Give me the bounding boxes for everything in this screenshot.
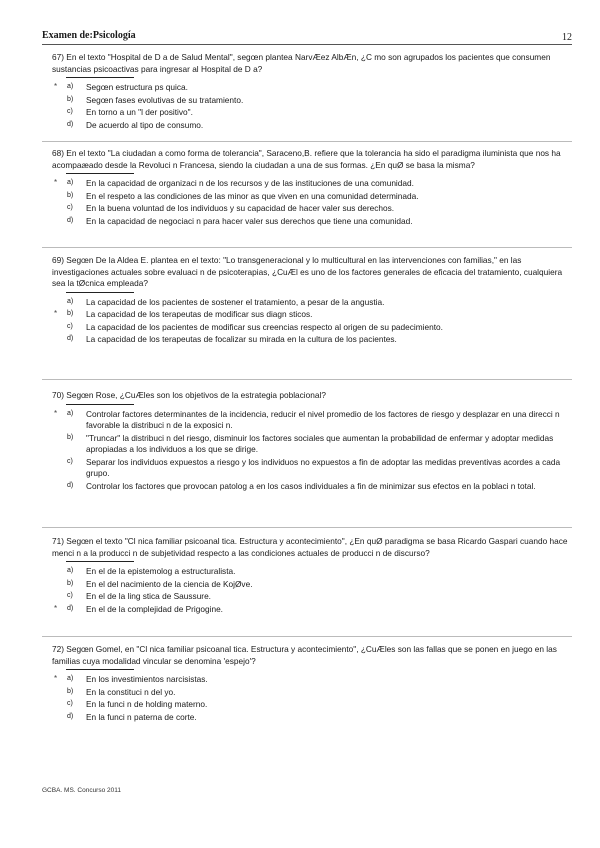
option-d	[52, 216, 574, 228]
option-text: Controlar factores determinantes de la incidencia, reducir el nivel promedio de los factores de riesgo y desplazar en una direcci n favorable la distribuci n de la exposici n.	[86, 408, 560, 430]
question-67	[52, 52, 574, 132]
question-68	[52, 148, 574, 228]
option-text: En los investimientos narcisistas.	[86, 674, 208, 684]
option-text: Segœn estructura ps quica.	[86, 82, 188, 92]
option-b	[52, 687, 574, 699]
option-a	[52, 297, 574, 309]
option-letter: c)	[67, 700, 73, 707]
question-text: 71) Segœn el texto "Cl nica familiar psicoanal tica. Estructura y acontecimiento", ¿En quØ paradigma se basa Ricardo Gaspari cuando hace menci n a la producci n de subjetividad respecto a las condiciones actuales de producci n de discurso?	[52, 536, 568, 558]
option-letter: c)	[67, 108, 73, 115]
question-separator	[42, 379, 572, 380]
question-underline	[66, 404, 134, 405]
option-text: La capacidad de los pacientes de modificar sus creencias respecto al origen de su padecimiento.	[86, 321, 443, 332]
question-separator	[42, 141, 572, 142]
option-text: En el respeto a las condiciones de las minor as que viven en una comunidad determinada.	[86, 190, 419, 201]
question-71	[52, 536, 574, 616]
option-text: De acuerdo al tipo de consumo.	[86, 119, 204, 130]
option-letter: b)	[67, 579, 74, 587]
option-text: "Truncar" la distribuci n del riesgo, disminuir los factores sociales que aumentan la probabilidad de enfermar y adoptar medidas apropiadas a los individuos a los que se dirige.	[86, 432, 554, 454]
option-d	[52, 334, 574, 346]
option-text: La capacidad de los pacientes de sostener el tratamiento, a pesar de la angustia.	[86, 296, 385, 307]
option-letter: c)	[67, 457, 73, 465]
question-text: 67) En el texto "Hospital de D a de Salud Mental", segœn plantea NarvÆez AlbÆn, ¿C mo son agrupados los pacientes que consumen sustancias psicoactivas para ingresar al Hospital de D a?	[52, 52, 551, 74]
option-letter: d)	[67, 604, 74, 612]
page-number: 12	[562, 32, 572, 43]
option-letter: b)	[67, 95, 74, 103]
question-text: 70) Segœn Rose, ¿CuÆles son los objetivos de la estrategia poblacional?	[52, 390, 326, 400]
question-underline	[66, 669, 134, 670]
question-underline	[66, 292, 134, 293]
answer-mark: *	[54, 408, 58, 418]
option-text: Separar los individuos expuestos a riesgo y los individuos no expuestos a fin de adoptar las medidas preventivas acordes a cada grupo.	[86, 456, 561, 478]
option-letter: b)	[67, 310, 74, 317]
question-text: 69) Segœn De la Aldea E. plantea en el texto: "Lo transgeneracional y lo multicultural en las intervenciones con familias," en las investigaciones actuales sobre evaluaci n de psicoterapias, ¿CuÆl es uno de los factores generales de eficacia del tratamiento, cualquiera sea la tØcnica empleada?	[52, 255, 563, 288]
option-letter: d)	[67, 335, 74, 342]
question-text: 72) Segœn Gomel, en "Cl nica familiar psicoanal tica. Estructura y acontecimiento", ¿CuÆles son las fallas que se ponen en juego en las familias cuya modalidad vincular se denomina 'espejo'?	[52, 644, 557, 666]
page-footer: GCBA. MS. Concurso 2011	[42, 787, 121, 794]
option-a	[52, 178, 574, 190]
option-letter: a)	[67, 297, 74, 305]
option-c	[52, 457, 574, 480]
option-letter: d)	[67, 481, 74, 489]
question-underline	[66, 173, 134, 174]
option-a	[52, 674, 574, 686]
option-letter: a)	[67, 409, 74, 417]
option-text: En la capacidad de organizaci n de los recursos y de las instituciones de una comunidad.	[86, 178, 414, 188]
question-separator	[42, 527, 572, 528]
option-text: En torno a un "l der positivo".	[86, 107, 193, 117]
option-letter: d)	[67, 712, 74, 720]
option-a	[52, 409, 574, 432]
option-letter: a)	[67, 675, 74, 682]
option-a	[52, 82, 574, 94]
option-letter: b)	[67, 687, 74, 695]
option-letter: b)	[67, 433, 74, 441]
question-separator	[42, 636, 572, 637]
option-letter: c)	[67, 592, 73, 599]
question-text: 68) En el texto "La ciudadan a como forma de tolerancia", Saraceno,B. refiere que la tolerancia ha sido el paradigma iluminista que nos ha acompaæado desde la Revoluci n Francesa, siendo la ciudadan a una de sus formas. ¿En quØ se basa la misma?	[52, 148, 561, 170]
option-c	[52, 107, 574, 119]
option-letter: a)	[67, 567, 74, 574]
option-b	[52, 95, 574, 107]
option-text: Controlar los factores que provocan patolog a en los casos individuales a fin de minimizar sus efectos en la poblaci n total.	[86, 480, 536, 491]
option-b	[52, 433, 574, 456]
option-letter: a)	[67, 179, 74, 186]
option-text: La capacidad de los terapeutas de focalizar su mirada en la cultura de los pacientes.	[86, 334, 397, 344]
option-c	[52, 203, 574, 215]
option-text: En la funci n de holding materno.	[86, 699, 208, 709]
option-letter: a)	[67, 83, 74, 90]
option-b	[52, 191, 574, 203]
question-72	[52, 644, 574, 724]
option-d	[52, 120, 574, 132]
option-text: En la constituci n del yo.	[86, 686, 176, 697]
question-separator	[42, 247, 572, 248]
question-underline	[66, 561, 134, 562]
question-underline	[66, 77, 134, 78]
option-text: En el del nacimiento de la ciencia de KojØve.	[86, 578, 253, 589]
option-text: La capacidad de los terapeutas de modificar sus diagn sticos.	[86, 309, 313, 319]
option-text: En la capacidad de negociaci n para hacer valer sus derechos que tiene una comunidad.	[86, 215, 413, 226]
option-c	[52, 699, 574, 711]
question-69	[52, 255, 574, 347]
option-text: En el de la ling stica de Saussure.	[86, 591, 211, 601]
option-text: En el de la epistemolog a estructuralista.	[86, 566, 236, 576]
page-header	[42, 30, 572, 45]
option-a	[52, 566, 574, 578]
option-letter: b)	[67, 191, 74, 199]
answer-mark: *	[54, 603, 58, 613]
answer-mark: *	[54, 178, 58, 187]
option-letter: d)	[67, 216, 74, 224]
option-letter: c)	[67, 204, 73, 211]
answer-mark: *	[54, 309, 58, 318]
option-letter: d)	[67, 120, 74, 128]
option-text: En la buena voluntad de los individuos y su capacidad de hacer valer sus derechos.	[86, 203, 395, 213]
question-70	[52, 390, 574, 493]
option-c	[52, 591, 574, 603]
option-c	[52, 322, 574, 334]
option-b	[52, 579, 574, 591]
option-letter: c)	[67, 322, 73, 330]
exam-title: Examen de:Psicología	[42, 30, 136, 41]
option-b	[52, 309, 574, 321]
option-d	[52, 481, 574, 493]
option-text: En la funci n paterna de corte.	[86, 711, 197, 722]
option-text: En el de la complejidad de Prigogine.	[86, 603, 223, 614]
answer-mark: *	[54, 674, 58, 683]
answer-mark: *	[54, 82, 58, 91]
option-d	[52, 604, 574, 616]
option-text: Segœn fases evolutivas de su tratamiento.	[86, 94, 244, 105]
option-d	[52, 712, 574, 724]
